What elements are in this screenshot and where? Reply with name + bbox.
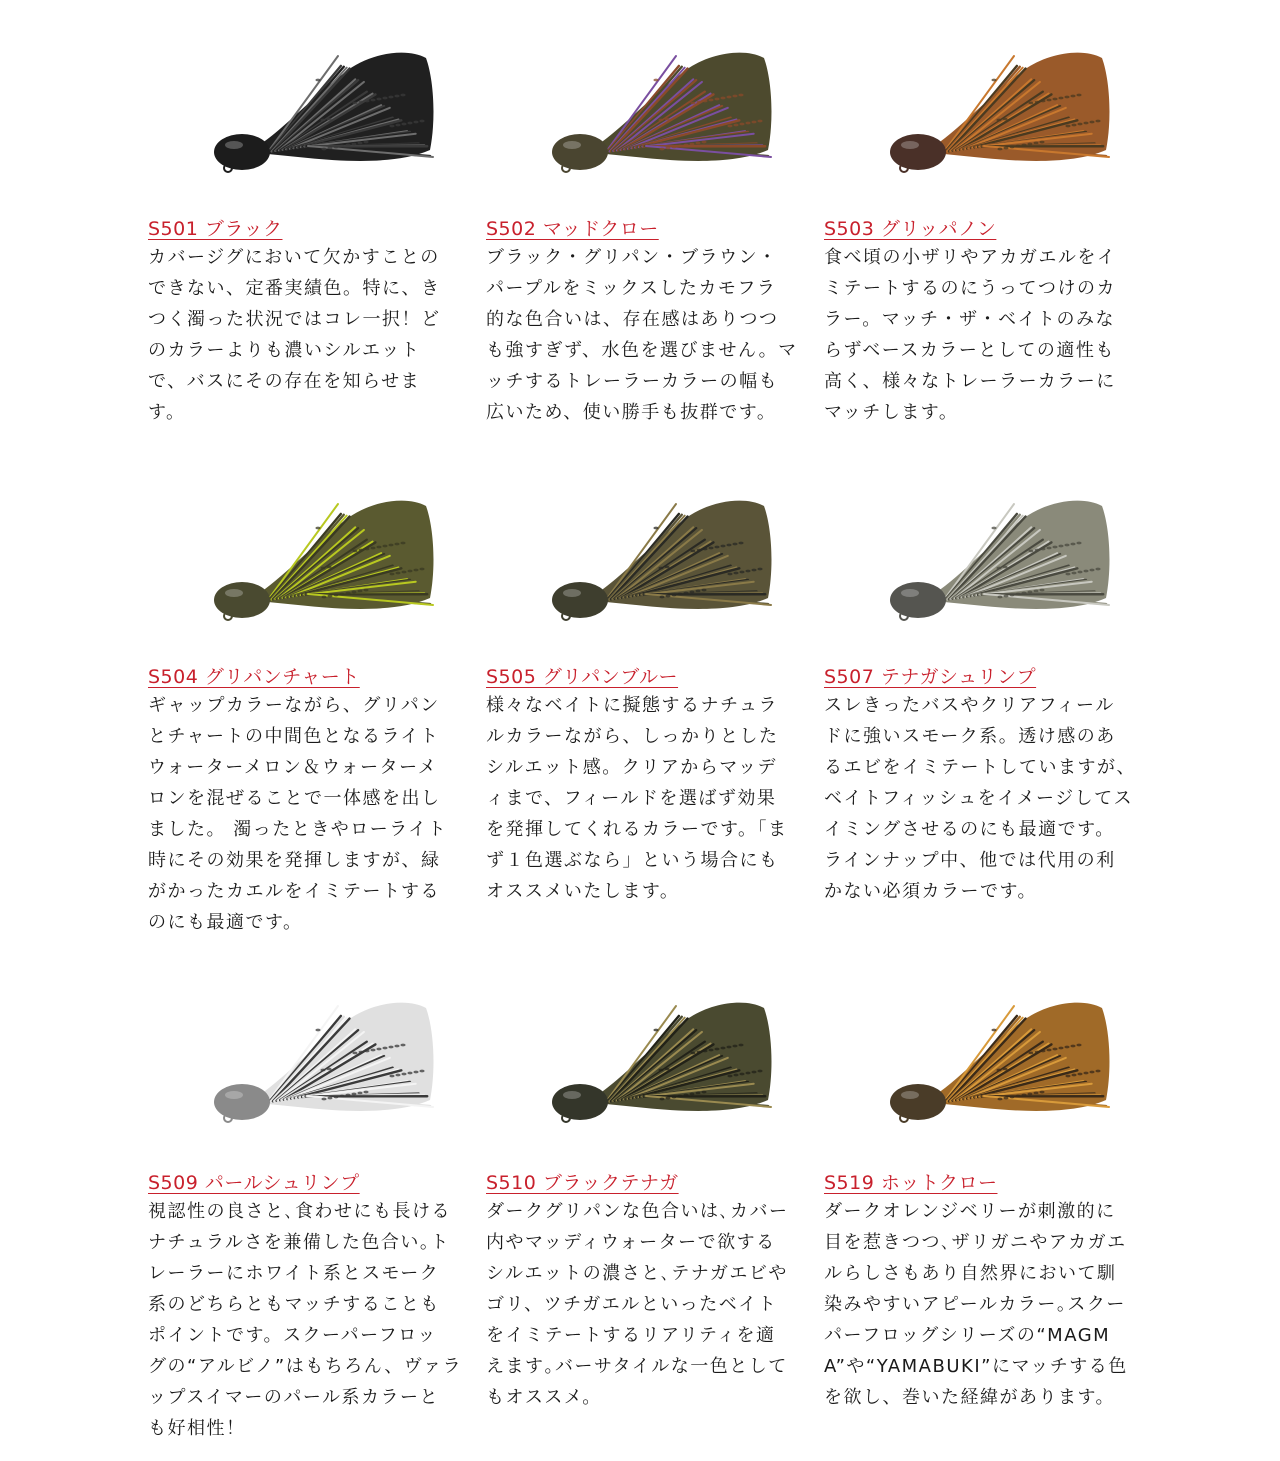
product-description: ダークオレンジベリーが刺激的に 目を惹きつつ､ザリガニやアカガエ ルらしさもあり自然界において馴 染みやすいアピールカラー｡スクー パーフロッグシリーズの“MAGM A”や“YAMABUKI”にマッチする色 を欲し、巻いた経緯があります。: [824, 1201, 1128, 1408]
jig-image: [506, 990, 806, 1140]
product-image: [844, 990, 1144, 1144]
jig-image: [844, 990, 1144, 1140]
product-image: [168, 990, 468, 1144]
product-title-link[interactable]: S501 ブラック: [148, 218, 283, 240]
product-card-s509: [148, 0, 463, 1461]
product-title-link[interactable]: S503 グリッパノン: [824, 218, 997, 240]
product-description: 視認性の良さと､食わせにも長ける ナチュラルさを兼備した色合い｡ト レーラーにホワイト系とスモーク 系のどちらともマッチすることも ポイントです。スクーパーフロッ グの“アルビノ”はもちろん、ヴァラ ップスイマーのパール系カラーと も好相性！: [148, 1201, 463, 1439]
product-title-link[interactable]: S519 ホットクロー: [824, 1172, 998, 1194]
product-card-s519: [824, 0, 1128, 1461]
product-description: ブラック・グリパン・ブラウン・ パープルをミックスしたカモフラ 的な色合いは、存在感はありつつ も強すぎず、水色を選びません。マ ッチするトレーラーカラーの幅も 広いため、使い勝手も抜群です。: [486, 247, 798, 423]
product-card-s510: [486, 0, 789, 1461]
product-title-link[interactable]: S510 ブラックテナガ: [486, 1172, 679, 1194]
product-description: 食べ頃の小ザリやアカガエルをイ ミテートするのにうってつけのカ ラー。マッチ・ザ・ベイトのみな らずベースカラーとしての適性も 高く、様々なトレーラーカラーに マッチします。: [824, 247, 1117, 423]
product-title-link[interactable]: S507 テナガシュリンプ: [824, 666, 1037, 688]
product-title-link[interactable]: S509 パールシュリンプ: [148, 1172, 360, 1194]
product-description: ギャップカラーながら、グリパン とチャートの中間色となるライト ウォーターメロン＆ウォーターメ ロンを混ぜることで一体感を出し ました。 濁ったときやローライト 時にその効果を発揮しますが、緑 がかったカエルをイミテートする のにも最適です。: [148, 695, 448, 933]
product-image: [506, 990, 806, 1144]
product-description: ダークグリパンな色合いは､カバー 内やマッディウォーターで欲する シルエットの濃さと､テナガエビや ゴリ、ツチガエルといったベイト をイミテートするリアリティを適 えます｡バーサタイルな一色として もオススメ。: [486, 1201, 789, 1408]
product-title-link[interactable]: S504 グリパンチャート: [148, 666, 360, 688]
product-title-link[interactable]: S502 マッドクロー: [486, 218, 659, 240]
product-description: 様々なベイトに擬態するナチュラ ルカラーながら、しっかりとした シルエット感。クリアからマッデ ィまで、フィールドを選ばず効果 を発揮してくれるカラーです。「ま ず１色選ぶなら」という場合にも オススメいたします。: [486, 695, 788, 902]
product-title-link[interactable]: S505 グリパンブルー: [486, 666, 679, 688]
product-description: スレきったバスやクリアフィール ドに強いスモーク系。透け感のあ るエビをイミテートしていますが、 ベイトフィッシュをイメージしてス イミングさせるのにも最適です。 ラインナップ中、他では代用の利 かない必須カラーです。: [824, 695, 1136, 902]
jig-image: [168, 990, 468, 1140]
product-description: カバージグにおいて欠かすことの できない、定番実績色。特に、き つく濁った状況ではコレ一択！ど のカラーよりも濃いシルエット で、バスにその存在を知らせま す。: [148, 247, 441, 423]
